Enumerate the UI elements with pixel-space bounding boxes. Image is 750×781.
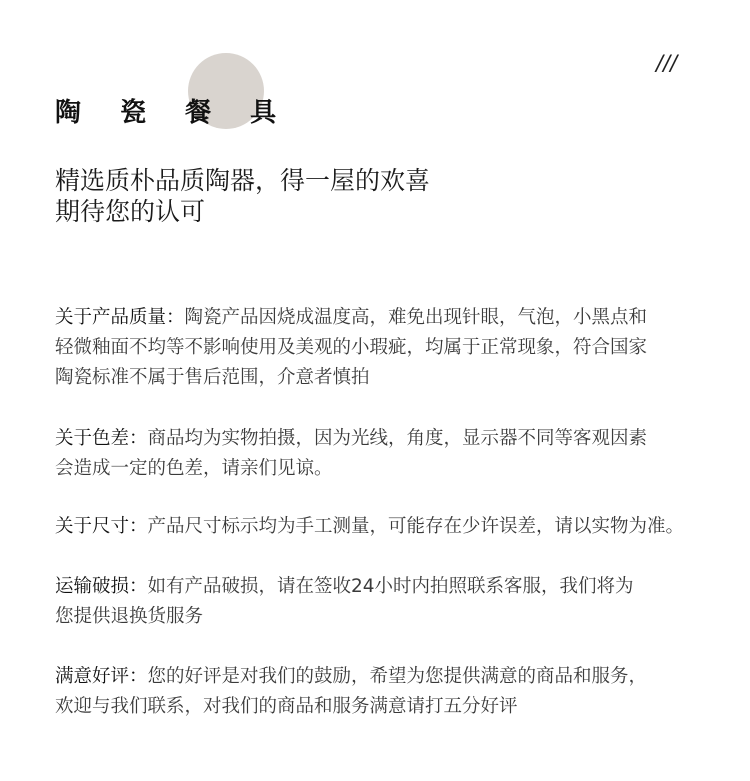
note-text: 商品均为实物拍摄，因为光线，角度，显示器不同等客观因素 [147, 428, 648, 449]
note-line [55, 512, 705, 542]
note-text: 如有产品破损，请在签收24小时内拍照联系客服，我们将为 [147, 576, 634, 597]
note-text: 您的好评是对我们的鼓励，希望为您提供满意的商品和服务， [147, 666, 648, 687]
note-text: 欢迎与我们联系，对我们的商品和服务满意请打五分好评 [55, 696, 518, 717]
note-text: 轻微釉面不均等不影响使用及美观的小瑕疵，均属于正常现象，符合国家 [55, 337, 648, 358]
note-product-quality [55, 303, 705, 393]
note-text: 会造成一定的色差，请亲们见谅。 [55, 458, 333, 479]
note-size [55, 512, 705, 542]
page-title: 陶 瓷 餐 具 [55, 98, 292, 128]
note-label: 关于尺寸： [55, 516, 148, 537]
note-line [55, 454, 705, 484]
note-color-difference [55, 424, 705, 484]
note-label: 关于色差： [55, 428, 148, 449]
note-line [55, 424, 705, 454]
note-line [55, 303, 705, 333]
note-line [55, 572, 705, 602]
note-line [55, 692, 705, 722]
note-text: 陶瓷产品因烧成温度高，难免出现针眼，气泡，小黑点和 [184, 307, 648, 328]
note-text: 产品尺寸标示均为手工测量，可能存在少许误差，请以实物为准。 [147, 516, 685, 537]
note-text: 您提供退换货服务 [55, 606, 204, 627]
note-line [55, 662, 705, 692]
note-line [55, 602, 705, 632]
note-line [55, 333, 705, 363]
note-label: 关于产品质量： [55, 307, 185, 328]
decorative-slashes: /// [656, 51, 678, 75]
note-transport-damage [55, 572, 705, 632]
note-label: 满意好评： [55, 666, 148, 687]
note-positive-review [55, 662, 705, 722]
tagline [55, 165, 430, 227]
tagline-line-2: 期待您的认可 [55, 197, 206, 226]
note-label: 运输破损： [55, 576, 148, 597]
note-line [55, 363, 705, 393]
note-text: 陶瓷标准不属于售后范围，介意者慎拍 [55, 367, 370, 388]
tagline-line-1: 精选质朴品质陶器，得一屋的欢喜 [55, 166, 431, 195]
